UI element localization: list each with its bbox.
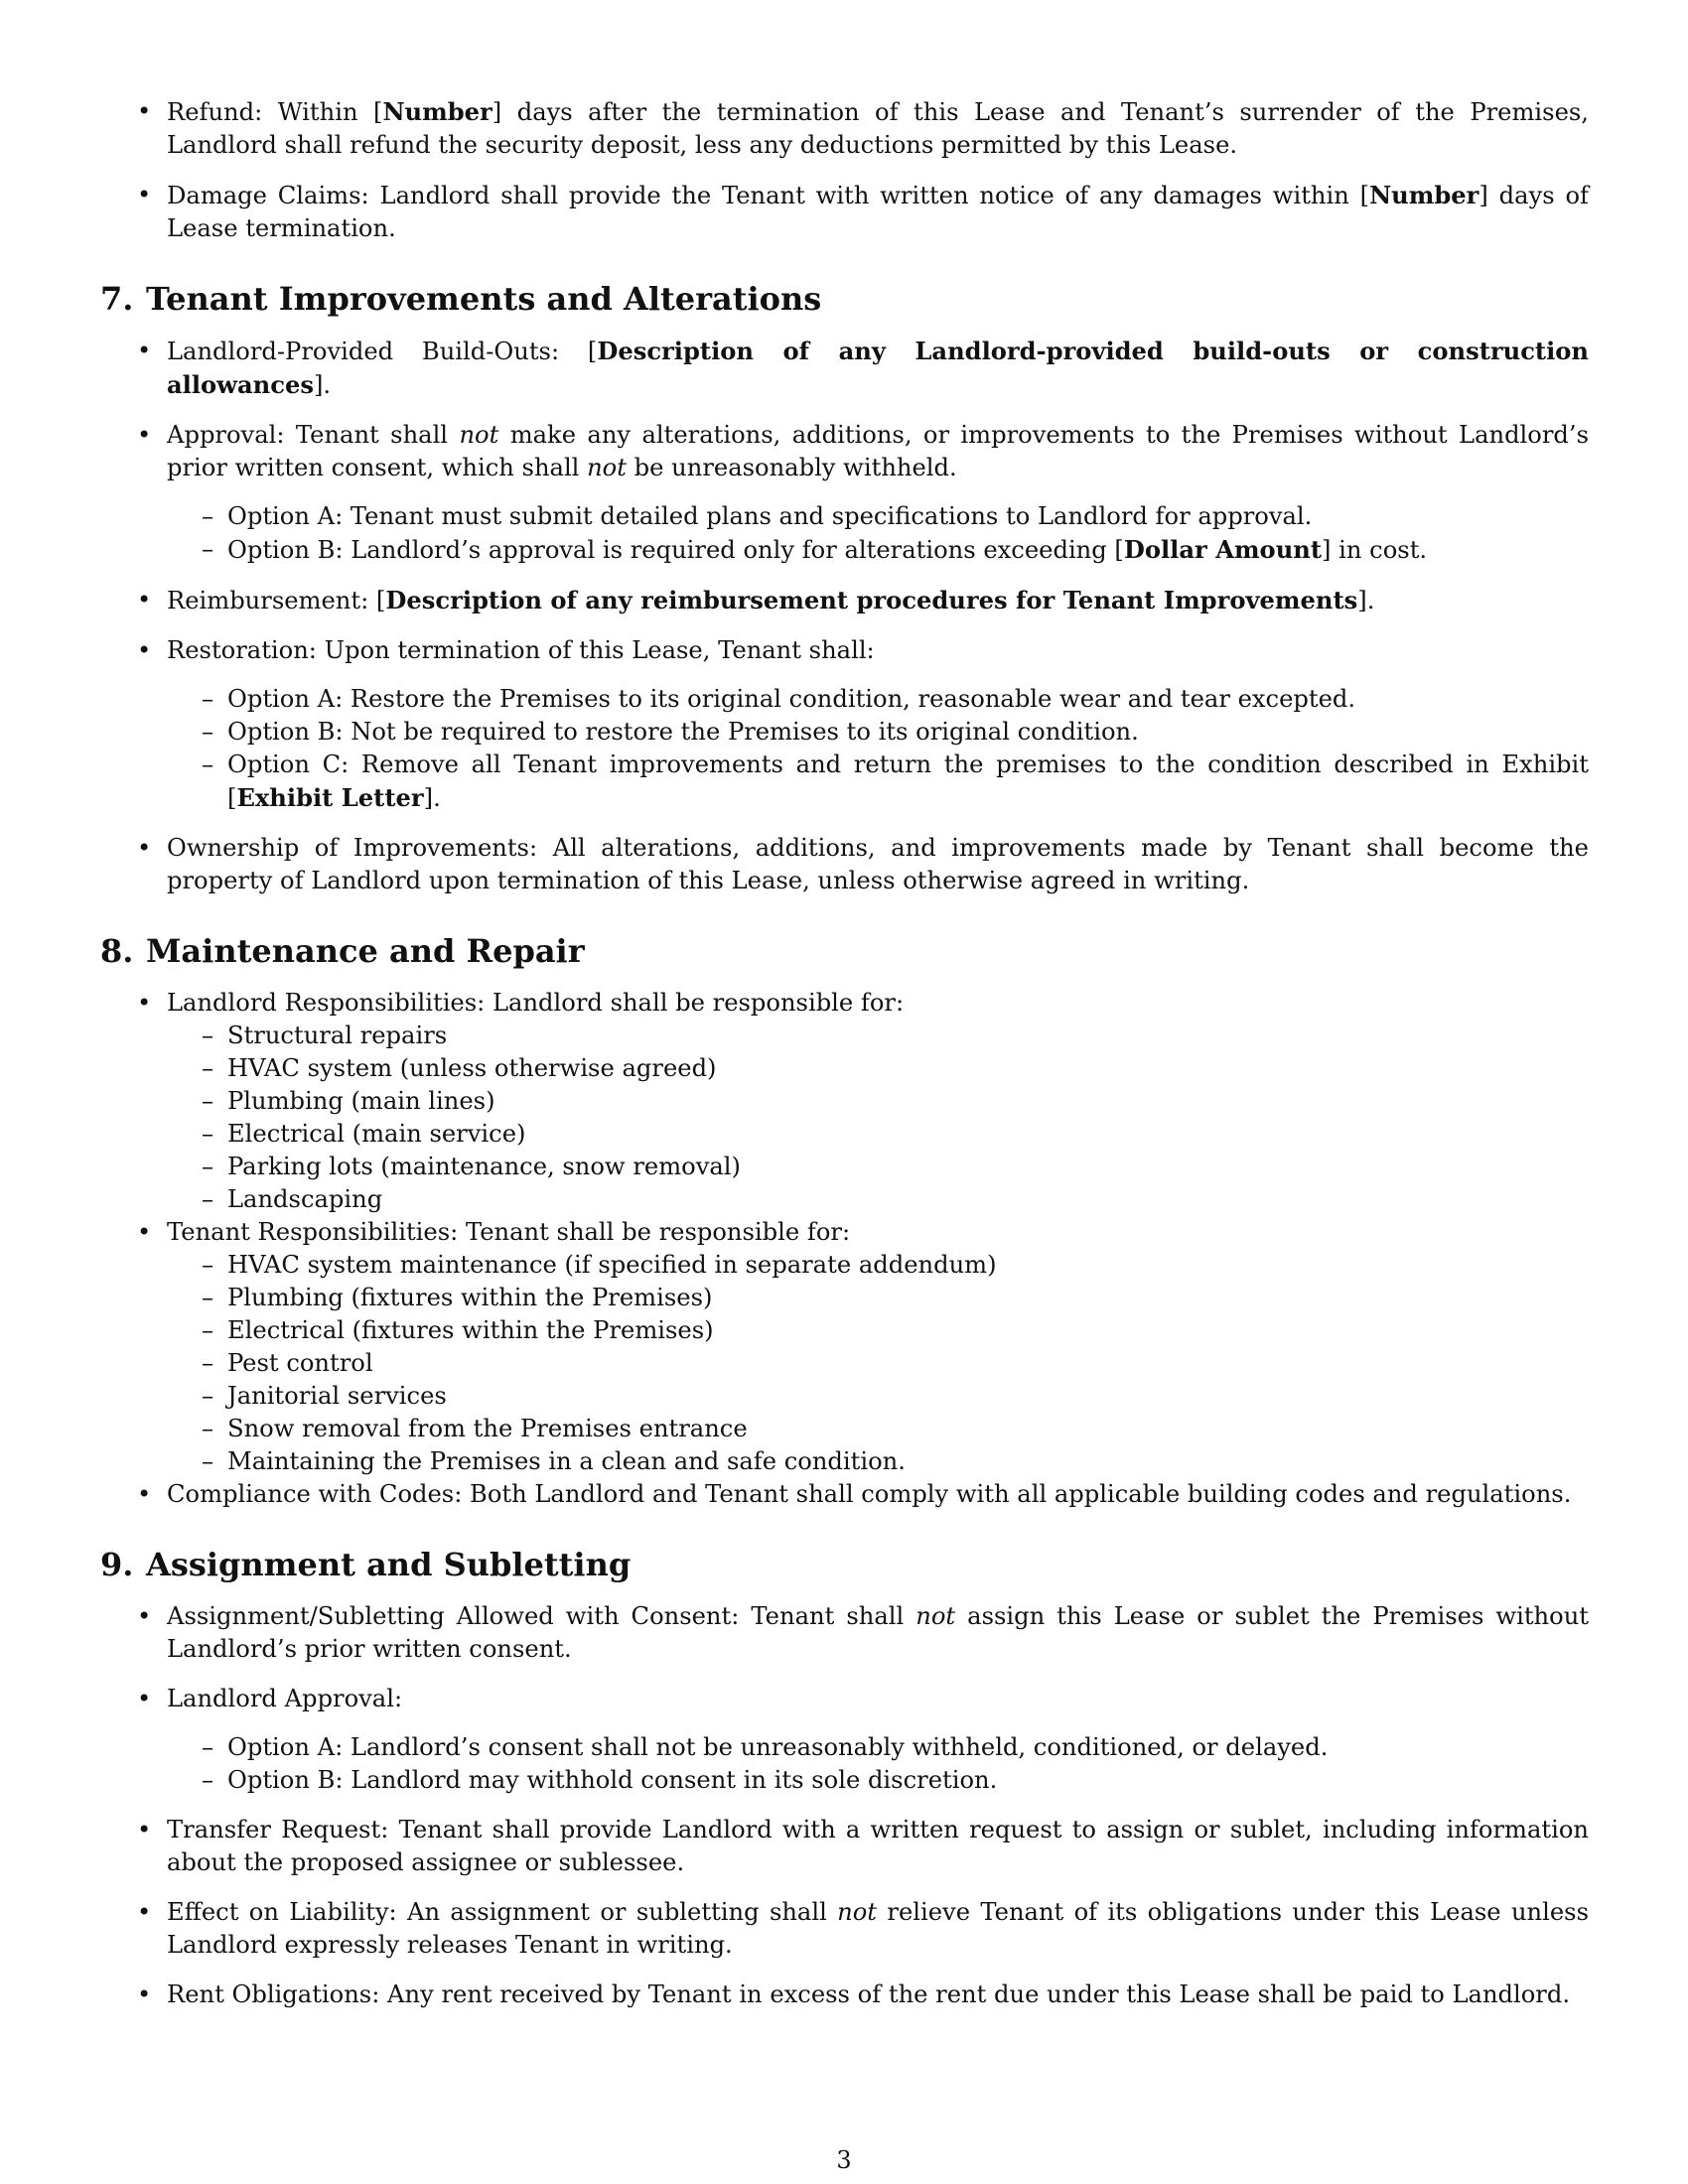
dash-icon: – — [201, 1766, 214, 1794]
list-item: – Landscaping — [100, 1183, 1589, 1216]
section-7-heading: 7. Tenant Improvements and Alterations — [100, 280, 822, 318]
bullet-icon: • — [137, 421, 152, 449]
bullet-icon: • — [137, 636, 152, 664]
rent-obligations-clause: • Rent Obligations: Any rent received by Tenant in excess of the rent due under this Lease shall be paid to Landlord. — [100, 1979, 1589, 2011]
list-item: – Parking lots (maintenance, snow removal) — [100, 1151, 1589, 1183]
consent-clause: • Assignment/Subletting Allowed with Consent: Tenant shall not assign this Lease or sublet the Premises without Landlord’s prior written consent. — [137, 1602, 1589, 1663]
dash-icon: – — [201, 1733, 214, 1761]
placeholder-description: Description of any Landlord-provided build-outs or construction allowances — [167, 337, 1590, 399]
landlord-responsibility-list — [100, 1020, 1589, 1216]
ownership-clause: • Ownership of Improvements: All alterations, additions, and improvements made by Tenant shall become the property of Landlord upon termination of this Lease, unless otherwise agreed in writing. — [137, 834, 1589, 894]
dash-icon: – — [201, 1382, 214, 1410]
list-item: – HVAC system maintenance (if specified in separate addendum) — [100, 1249, 1589, 1282]
placeholder-exhibit-letter: Exhibit Letter — [236, 783, 424, 812]
codes-compliance-clause: • Compliance with Codes: Both Landlord and Tenant shall comply with all applicable building codes and regulations. — [100, 1478, 1589, 1511]
bullet-icon: • — [137, 1480, 152, 1508]
bullet-icon: • — [137, 97, 152, 125]
dash-icon: – — [201, 1022, 214, 1049]
approval-option-b: – Option B: Landlord’s approval is required only for alterations exceeding [Dollar Amount] in cost. — [100, 533, 1589, 567]
approval-options — [100, 500, 1589, 567]
approval-option-a: – Option A: Tenant must submit detailed plans and specifications to Landlord for approval. — [100, 500, 1589, 533]
dash-icon: – — [201, 1120, 214, 1148]
list-item: – Electrical (main service) — [100, 1118, 1589, 1151]
dash-icon: – — [201, 1185, 214, 1213]
bullet-icon: • — [137, 181, 152, 208]
dash-icon: – — [201, 718, 214, 746]
landlord-approval-clause: • Landlord Approval: — [100, 1683, 1589, 1715]
list-item: – Electrical (fixtures within the Premises) — [100, 1314, 1589, 1347]
restoration-option-b: – Option B: Not be required to restore the Premises to its original condition. — [100, 716, 1589, 749]
page-number: 3 — [836, 2146, 852, 2174]
section-9-heading: 9. Assignment and Subletting — [100, 1546, 632, 1583]
list-item: – Plumbing (fixtures within the Premises) — [100, 1282, 1589, 1314]
damage-claims-clause: • Damage Claims: Landlord shall provide the Tenant with written notice of any damages within [Number] days of Lease termination. — [137, 181, 1589, 242]
list-item: – Maintaining the Premises in a clean and safe condition. — [100, 1445, 1589, 1478]
bullet-icon: • — [137, 1816, 152, 1843]
bullet-icon: • — [137, 1602, 152, 1630]
list-item: – Plumbing (main lines) — [100, 1085, 1589, 1118]
dash-icon: – — [201, 1153, 214, 1180]
placeholder-number: Number — [382, 97, 492, 126]
list-item: – HVAC system (unless otherwise agreed) — [100, 1052, 1589, 1085]
dash-icon: – — [201, 1054, 214, 1082]
landlord-approval-options — [100, 1731, 1589, 1797]
dash-icon: – — [201, 1316, 214, 1344]
bullet-icon: • — [137, 1980, 152, 2008]
list-item: – Snow removal from the Premises entrance — [100, 1413, 1589, 1445]
landlord-responsibilities: • Landlord Responsibilities: Landlord shall be responsible for: — [100, 987, 1589, 1020]
list-item: – Pest control — [100, 1347, 1589, 1380]
dash-icon: – — [201, 685, 214, 713]
restoration-clause: • Restoration: Upon termination of this Lease, Tenant shall: — [100, 634, 1589, 667]
dash-icon: – — [201, 1349, 214, 1377]
list-item: – Structural repairs — [100, 1020, 1589, 1052]
tenant-responsibility-list — [100, 1249, 1589, 1478]
tenant-responsibilities: • Tenant Responsibilities: Tenant shall be responsible for: — [100, 1216, 1589, 1249]
restoration-option-c: – Option C: Remove all Tenant improvements and return the premises to the condition described in Exhibit [Exhibit Letter]. — [100, 749, 1589, 815]
list-item: – Janitorial services — [100, 1380, 1589, 1413]
bullet-icon: • — [137, 1218, 152, 1246]
refund-clause: • Refund: Within [Number] days after the termination of this Lease and Tenant’s surrender of the Premises, Landlord shall refund the security deposit, less any deductions permitted by this Lease. — [137, 97, 1589, 159]
approval-clause: • Approval: Tenant shall not make any alterations, additions, or improvements to the Premises without Landlord’s prior written consent, which shall not be unreasonably withheld. — [137, 421, 1589, 481]
restoration-option-a: – Option A: Restore the Premises to its original condition, reasonable wear and tear excepted. — [100, 683, 1589, 716]
approval-option-b: – Option B: Landlord may withhold consent in its sole discretion. — [100, 1764, 1589, 1797]
placeholder-number: Number — [1369, 181, 1479, 209]
bullet-icon: • — [137, 1685, 152, 1712]
restoration-options — [100, 683, 1589, 815]
dash-icon: – — [201, 535, 214, 563]
bullet-icon: • — [137, 337, 152, 364]
dash-icon: – — [201, 1087, 214, 1115]
liability-clause: • Effect on Liability: An assignment or subletting shall not relieve Tenant of its obligations under this Lease unless Landlord expressly releases Tenant in writing. — [137, 1898, 1589, 1959]
section-8-heading: 8. Maintenance and Repair — [100, 932, 585, 970]
placeholder-dollar-amount: Dollar Amount — [1123, 535, 1323, 564]
dash-icon: – — [201, 1284, 214, 1311]
bullet-icon: • — [137, 834, 152, 862]
dash-icon: – — [201, 1447, 214, 1475]
reimbursement-clause: • Reimbursement: [Description of any reimbursement procedures for Tenant Improvements]. — [137, 586, 1375, 614]
page-content — [100, 95, 1589, 2028]
buildouts-clause: • Landlord-Provided Build-Outs: [Description of any Landlord-provided build-outs or construction allowances]. — [137, 337, 1590, 399]
placeholder-description: Description of any reimbursement procedures for Tenant Improvements — [385, 586, 1358, 614]
dash-icon: – — [201, 1251, 214, 1279]
transfer-request-clause: • Transfer Request: Tenant shall provide Landlord with a written request to assign or sublet, including information about the proposed assignee or sublessee. — [137, 1816, 1589, 1876]
bullet-icon: • — [137, 1898, 152, 1926]
approval-option-a: – Option A: Landlord’s consent shall not be unreasonably withheld, conditioned, or delayed. — [100, 1731, 1589, 1764]
bullet-icon: • — [137, 989, 152, 1017]
dash-icon: – — [201, 502, 214, 530]
dash-icon: – — [201, 1415, 214, 1442]
bullet-icon: • — [137, 586, 152, 614]
dash-icon: – — [201, 751, 214, 778]
